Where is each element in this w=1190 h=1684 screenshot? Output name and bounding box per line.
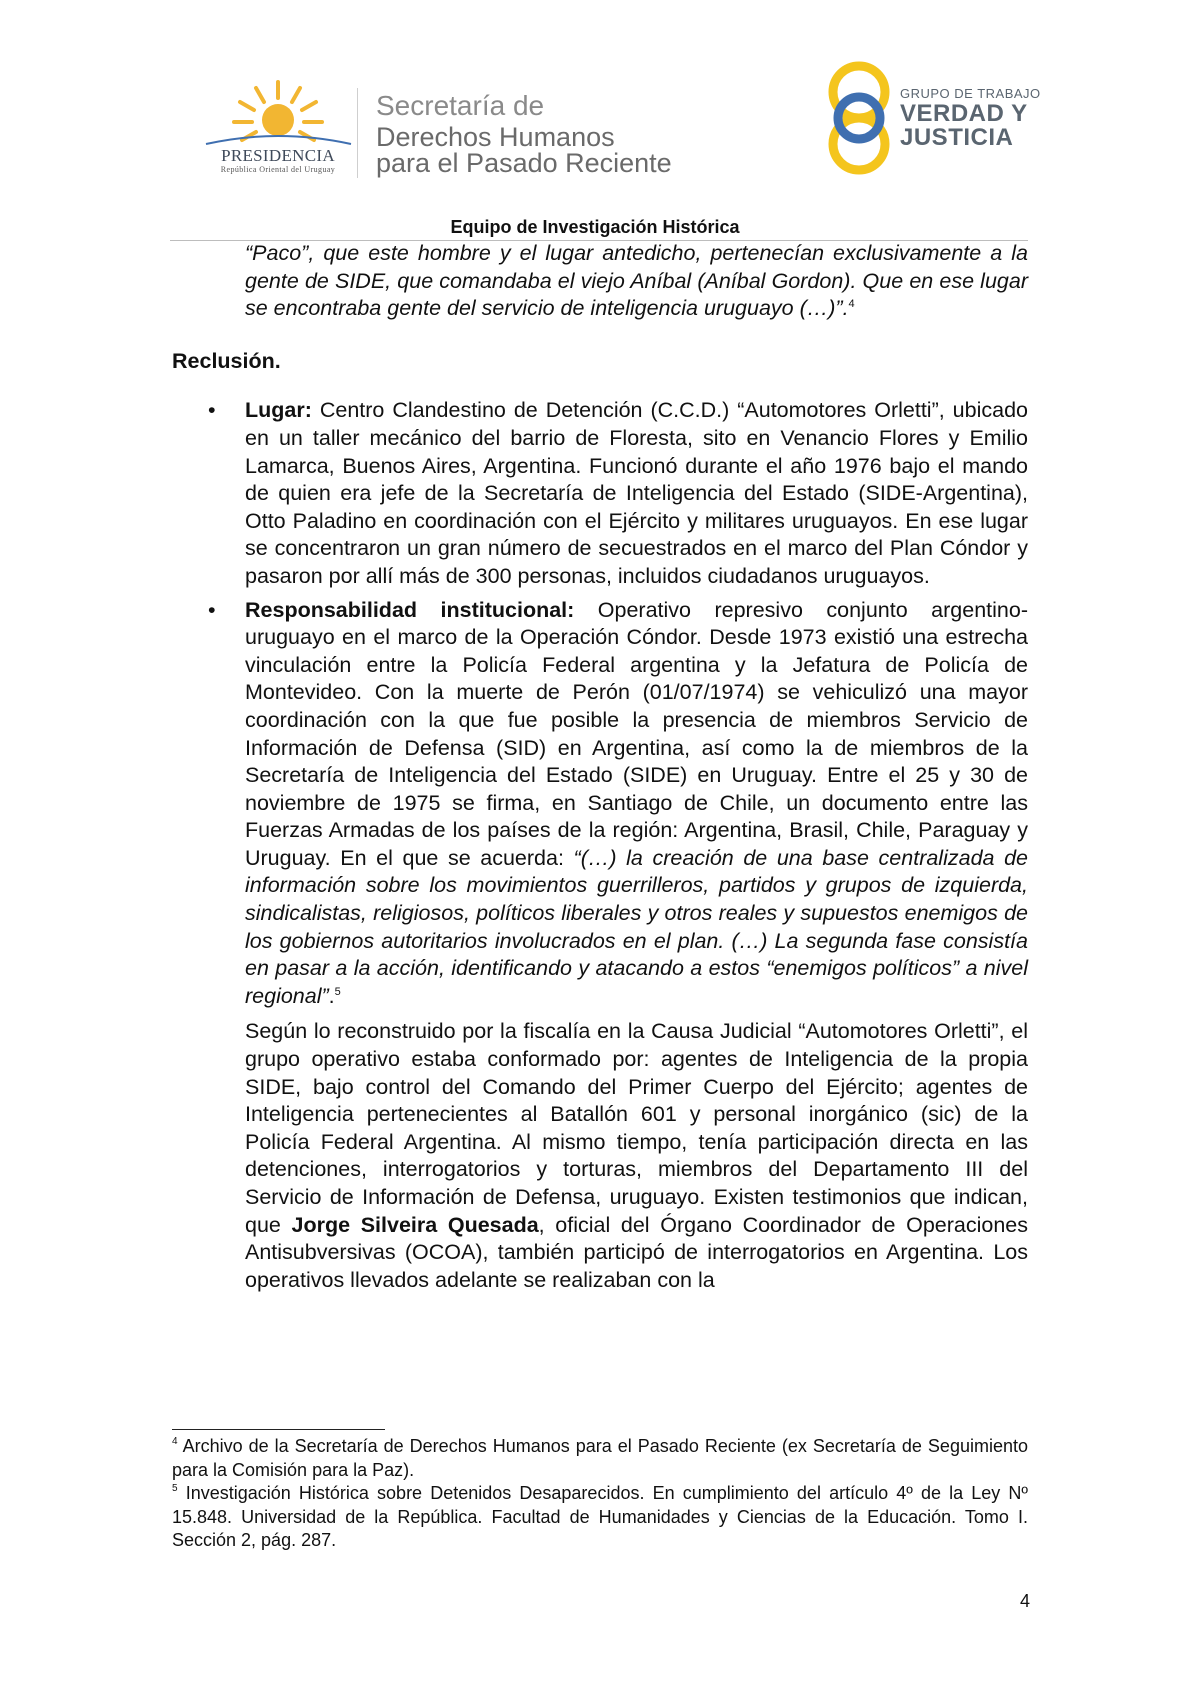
footnote-text: Investigación Histórica sobre Detenidos Desaparecidos. En cumplimiento del artículo 4º de la Ley Nº 15.848. Universidad de la República. Facultad de Humanidades y Ciencias de la Educación. Tomo I. Sección 2, pág. 287. bbox=[172, 1483, 1028, 1550]
bullet-label: Responsabilidad institucional: bbox=[245, 597, 575, 622]
paragraph-text-before: Según lo reconstruido por la fiscalía en la Causa Judicial “Automotores Orletti”, el grupo operativo estaba conformado por: agentes de Inteligencia de la propia SIDE, bajo control del Comando del Primer Cuerpo del Ejército; agentes de Inteligencia pertenecientes al Batallón 601 y personal inorgánico (sic) de la Policía Federal Argentina. Al mismo tiempo, tenía participación directa en las detenciones, interrogatorios y torturas, miembros del Departamento III del Servicio de Información de Defensa, uruguayo. Existen testimonios que indican, que bbox=[245, 1019, 1028, 1237]
grupo-line-2: VERDAD Y bbox=[900, 100, 1028, 127]
grupo-line-1: GRUPO DE TRABAJO bbox=[900, 86, 1041, 101]
footnote-number: 4 bbox=[172, 1436, 178, 1447]
header-divider bbox=[357, 88, 358, 178]
bullet-marker: • bbox=[208, 597, 216, 622]
quote-continuation bbox=[245, 240, 1028, 323]
document-body bbox=[172, 240, 1028, 1294]
paragraph-orletti bbox=[245, 1018, 1028, 1294]
verdad-justicia-logo bbox=[818, 56, 900, 180]
grupo-line-3: JUSTICIA bbox=[900, 124, 1014, 151]
secretaria-line-1: Secretaría de bbox=[376, 90, 545, 121]
footnote-5 bbox=[172, 1482, 1028, 1553]
page-header bbox=[0, 0, 1190, 230]
paragraph-text-after: , oficial del Órgano Coordinador de Operaciones Antisubversivas (OCOA), también participó de interrogatorios en Argentina. Los operativos llevados adelante se realizaban con la bbox=[245, 1212, 1028, 1292]
footnotes bbox=[172, 1435, 1028, 1553]
bullet-responsabilidad bbox=[172, 597, 1028, 1011]
secretaria-line-2: Derechos Humanos bbox=[376, 122, 615, 152]
bullet-text: Operativo represivo conjunto argentino-uruguayo en el marco de la Operación Cóndor. Desde 1973 existió una estrecha vinculación entre la Policía Federal argentina y la Jefatura de Policía de Montevideo. Con la muerte de Perón (01/07/1974) se vehiculizó una mayor coordinación con la que fue posible la presencia de miembros Servicio de Información de Defensa (SID) en Argentina, así como la de miembros de la Secretaría de Inteligencia del Estado (SIDE) en Uruguay. Entre el 25 y 30 de noviembre de 1975 se firma, en Santiago de Chile, un documento entre las Fuerzas Armadas de los países de la región: Argentina, Brasil, Chile, Paraguay y Uruguay. En el que se acuerda: bbox=[245, 597, 1028, 870]
footnote-ref-4: 4 bbox=[848, 298, 855, 311]
footnote-number: 5 bbox=[172, 1483, 178, 1494]
footnote-text: Archivo de la Secretaría de Derechos Humanos para el Pasado Reciente (ex Secretaría de Seguimiento para la Comisión para la Paz). bbox=[172, 1436, 1028, 1480]
page-number: 4 bbox=[1019, 1591, 1030, 1611]
quote-text: “Paco”, que este hombre y el lugar antedicho, pertenecían exclusivamente a la gente de SIDE, que comandaba el viejo Aníbal (Aníbal Gordon). Que en ese lugar se encontraba gente del servicio de inteligencia uruguayo (…)”. bbox=[245, 241, 1028, 321]
secretaria-line-3: para el Pasado Reciente bbox=[376, 148, 672, 178]
bullet-quote: “(…) la creación de una base centralizada de información sobre los movimientos guerrilleros, partidos y grupos de izquierda, sindicalistas, religiosos, políticos liberales y otros reales y supuestos enemigos de los gobiernos autoritarios involucrados en el plan. (…) La segunda fase consistía en pasar a la acción, identificando y atacando a estos “enemigos políticos” a nivel regional” bbox=[245, 845, 1029, 1008]
team-title: Equipo de Investigación Histórica bbox=[450, 217, 740, 237]
footnote-4 bbox=[172, 1435, 1028, 1482]
footnote-separator bbox=[172, 1429, 385, 1430]
presidencia-name: PRESIDENCIA bbox=[221, 146, 335, 165]
section-title: Reclusión. bbox=[172, 348, 281, 373]
bullet-text: Centro Clandestino de Detención (C.C.D.) “Automotores Orletti”, ubicado en un taller mecánico del barrio de Floresta, sito en Venancio Flores y Emilio Lamarca, Buenos Aires, Argentina. Funcionó durante el año 1976 bajo el mando de quien era jefe de la Secretaría de Inteligencia del Estado (SIDE-Argentina), Otto Paladino en coordinación con el Ejército y militares uruguayos. En ese lugar se concentraron un gran número de secuestrados en el marco del Plan Cóndor y pasaron por allí más de 300 personas, incluidos ciudadanos uruguayos. bbox=[245, 398, 1028, 588]
bullet-marker: • bbox=[208, 398, 216, 423]
bullet-quote-end: . bbox=[328, 983, 335, 1008]
presidencia-subtitle: República Oriental del Uruguay bbox=[220, 165, 336, 174]
bullet-lugar bbox=[172, 397, 1028, 590]
footnote-ref-5: 5 bbox=[334, 985, 341, 998]
paragraph-bold-name: Jorge Silveira Quesada bbox=[291, 1212, 539, 1237]
bullet-label: Lugar: bbox=[245, 398, 312, 423]
